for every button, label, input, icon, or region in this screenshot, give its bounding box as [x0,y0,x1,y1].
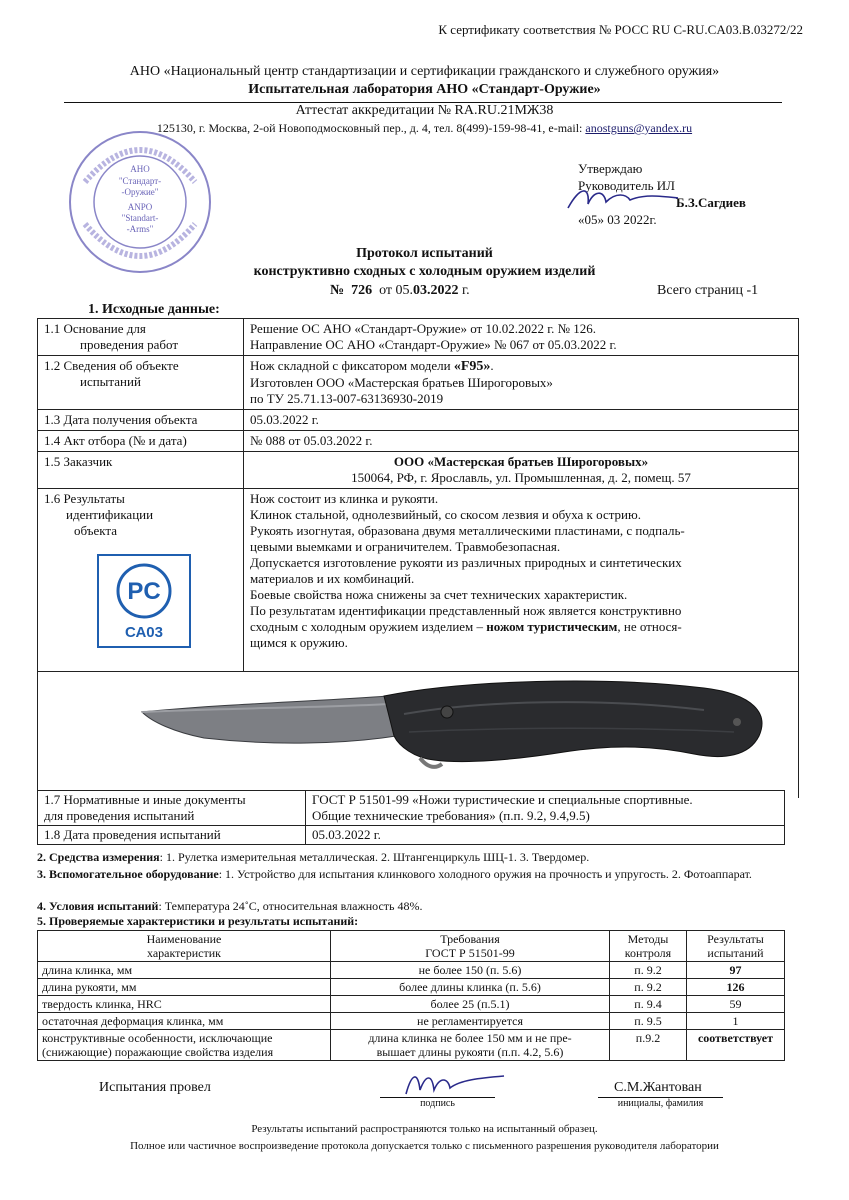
label: проведения работ [80,337,179,352]
text: цевыми выемками и ограничителем. Травмобезопасная. [250,539,561,554]
table-row [38,826,785,845]
protocol-number [330,283,470,299]
norms-table [37,790,785,845]
label: объекта [74,523,118,538]
label: 1.7 Нормативные и иные документы [44,792,246,807]
head-name: Б.З.Сагдиев [676,195,746,210]
table-row [38,452,799,489]
head-signature-icon [560,180,690,220]
protocol-subtitle: конструктивно сходных с холодным оружием изделий [253,264,596,279]
table-row [38,319,799,356]
customer-address: 150064, РФ, г. Ярославль, ул. Промышленная, д. 2, помещ. 57 [351,470,691,485]
protocol-title: Протокол испытаний [356,246,493,261]
label: для проведения испытаний [44,808,195,823]
label: 1.4 Акт отбора (№ и дата) [38,431,244,452]
approval-date: «05» 03 2022г. [578,212,657,227]
value: 05.03.2022 г. [244,410,799,431]
value: ГОСТ Р 51501-99 «Ножи туристические и специальные спортивные. [312,792,693,807]
paragraph-3: 3. Вспомогательное оборудование: 1. Устройство для испытания клинкового холодного оружия на прочность и упругость. 2. Фотоаппарат. [37,867,752,881]
text: сходным с холодным оружием изделием – ножом туристическим, не относя- [250,619,682,634]
address-text: 125130, г. Москва, 2-ой Новоподмосковный пер., д. 4, тел. 8(499)-159-98-41, e-mail: [156,121,586,135]
paragraph-5: 5. Проверяемые характеристики и результаты испытаний: [37,914,359,928]
table-row: твердость клинка, HRC более 25 (п.5.1) п. 9.4 59 [38,996,785,1013]
page-count: Всего страниц -1 [657,283,759,298]
label: 1.5 Заказчик [38,452,244,489]
value: Изготовлен ООО «Мастерская братьев Широгоровых» [250,375,553,390]
stamp-line-5: "Standart- [121,213,159,223]
tester-signature-icon [400,1066,510,1100]
stamp-line-2: "Стандарт- [118,176,162,186]
value: Общие технические требования» (п.п. 9.2, 9.4,9.5) [312,808,590,823]
date-bold: 03.2022 [413,283,459,298]
label: 1.8 Дата проведения испытаний [38,826,306,845]
text: Допускается изготовление рукояти из различных природных и синтетических [250,555,682,570]
name-label: инициалы, фамилия [617,1098,704,1109]
section-1-title: 1. Исходные данные: [88,302,220,317]
date-prefix: от 05. [379,283,414,298]
organization-name: АНО «Национальный центр стандартизации и сертификации гражданского и служебного оружия» [129,64,720,79]
table-row: конструктивные особенности, исключающие (снижающие) поражающие свойства изделия длина клинка не более 150 мм и не пре- вышает длины рукояти (п.п. 4.2, 5.6) п.9.2 соответствует [38,1030,785,1061]
value: 05.03.2022 г. [306,826,785,845]
tester-name: С.М.Жантован [614,1080,702,1095]
footer-note-1: Результаты испытаний распространяются только на испытанный образец. [251,1123,598,1135]
stamp-line-4: ANPO [127,202,153,212]
accreditation: Аттестат аккредитации № RA.RU.21МЖ38 [295,103,554,118]
table-row: длина рукояти, мм более длины клинка (п. 5.6) п. 9.2 126 [38,979,785,996]
text: щимся к оружию. [250,635,348,650]
text: По результатам идентификации представленный нож является конструктивно [250,603,682,618]
table-row [38,431,799,452]
table-row [38,672,799,799]
text: Клинок стальной, однолезвийный, со скосом лезвия и обуха к острию. [250,507,641,522]
table-row [38,410,799,431]
certification-logo-icon [96,553,192,649]
svg-text:PC: PC [127,578,161,605]
tester-label: Испытания провел [99,1080,211,1095]
table-row [38,791,785,826]
value: № 088 от 05.03.2022 г. [244,431,799,452]
lab-name: Испытательная лаборатория АНО «Стандарт-Оружие» [248,82,601,97]
results-table [37,930,785,1061]
signature-label: подпись [420,1098,455,1109]
label: 1.3 Дата получения объекта [38,410,244,431]
certificate-reference: К сертификату соответствия № РОСС RU C-RU.CA03.B.03272/22 [438,22,803,37]
table-row: длина клинка, мм не более 150 (п. 5.6) п. 9.2 97 [38,962,785,979]
text: материалов и их комбинаций. [250,571,415,586]
label: идентификации [66,507,154,522]
label: испытаний [80,374,141,389]
paragraph-4: 4. Условия испытаний: Температура 24˚С, относительная влажность 48%. [37,899,423,913]
number-prefix: № [330,283,345,298]
number-value: 726 [351,283,373,298]
stamp-line-3: -Оружие" [121,187,159,197]
approve-label: Утверждаю [578,161,643,176]
text: Нож состоит из клинка и рукояти. [250,491,439,506]
table-header-row: Наименование характеристик Требования ГОСТ Р 51501-99 Методы контроля Результаты испытаний [38,931,785,962]
email-link[interactable]: anostguns@yandex.ru [585,121,693,135]
text: Боевые свойства ножа снижены за счет технических характеристик. [250,587,628,602]
logo-code: СА03 [125,624,163,641]
knife-photo-icon [44,674,792,792]
paragraph-2: 2. Средства измерения: 1. Рулетка измерительная металлическая. 2. Штангенциркуль ШЦ-1. 3. Твердомер. [37,850,590,864]
value: Решение ОС АНО «Стандарт-Оружие» от 10.02.2022 г. № 126. [250,321,596,336]
table-row: остаточная деформация клинка, мм не регламентируется п. 9.5 1 [38,1013,785,1030]
model-name: «F95» [453,359,491,374]
label: 1.6 Результаты [44,491,125,506]
text: Рукоять изогнутая, образована двумя металлическими пластинами, с подпаль- [250,523,685,538]
label: 1.2 Сведения об объекте [44,358,179,373]
value: по ТУ 25.71.13-007-63136930-2019 [250,391,444,406]
table-row [38,356,799,410]
stamp-line-1: АНО [130,164,150,174]
stamp-line-6: -Arms" [126,224,154,234]
value: Направление ОС АНО «Стандарт-Оружие» № 067 от 05.03.2022 г. [250,337,617,352]
label: 1.1 Основание для [44,321,146,336]
value: Нож складной с фиксатором модели «F95». [250,358,494,374]
footer-note-2: Полное или частичное воспроизведение протокола допускается только с письменного разрешения руководителя лаборатории [130,1140,719,1152]
customer-name: ООО «Мастерская братьев Широгоровых» [393,454,649,469]
date-suffix: г. [458,283,470,298]
head-label: Руководитель ИЛ [578,178,675,193]
